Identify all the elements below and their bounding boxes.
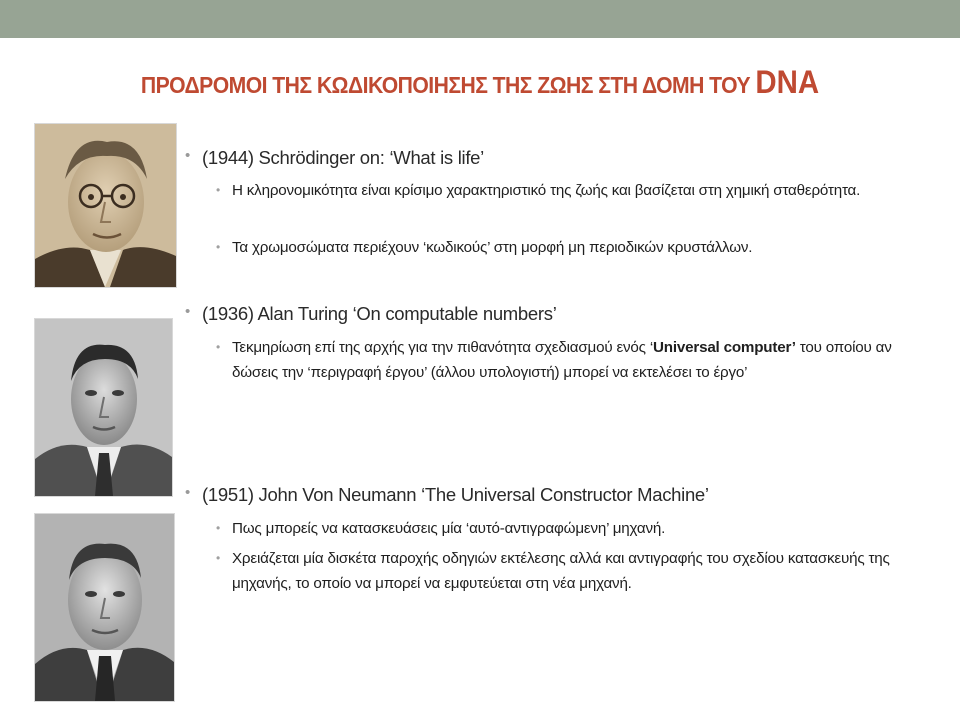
sub-bullet-universal-computer-before: Τεκμηρίωση επί της αρχής για την πιθανότητα σχεδιασμού ενός ‘	[232, 339, 653, 356]
bullet-dot: •	[185, 484, 190, 501]
top-accent-bar	[0, 0, 960, 38]
sub-bullet-self-replicating-text: Πως μπορείς να κατασκευάσεις μία ‘αυτό-αντιγραφώμενη’ μηχανή.	[232, 520, 666, 537]
sub-bullet-heredity	[216, 178, 892, 203]
sub-bullet-heredity-text: Η κληρονομικότητα είναι κρίσιμο χαρακτηριστικό της ζωής και βασίζεται στη χημική σταθερότητα.	[232, 182, 861, 199]
slide-title-text: ΠΡΟΔΡΟΜΟΙ ΤΗΣ ΚΩΔΙΚΟΠΟΙΗΣΗΣ ΤΗΣ ΖΩΗΣ ΣΤΗ ΔΟΜΗ ΤΟΥ	[140, 72, 756, 98]
sub-bullet-dot: •	[216, 340, 221, 354]
schrodinger-portrait	[34, 123, 177, 288]
sub-bullet-dot: •	[216, 551, 221, 565]
sub-bullet-dot: •	[216, 183, 221, 197]
sub-bullet-chromosomes-text: Τα χρωμοσώματα περιέχουν ‘κωδικούς’ στη μορφή μη περιοδικών κρυστάλλων.	[232, 239, 753, 256]
bullet-von-neumann-text: (1951) John Von Neumann ‘The Universal Constructor Machine’	[202, 484, 709, 505]
sub-bullet-self-replicating	[216, 516, 912, 541]
slide-title-dna: DNA	[755, 64, 820, 100]
turing-portrait	[34, 318, 173, 497]
bullet-von-neumann	[185, 484, 709, 506]
sub-bullet-dot: •	[216, 240, 221, 254]
sub-bullet-dot: •	[216, 521, 221, 535]
bullet-dot: •	[185, 147, 190, 164]
von-neumann-portrait	[34, 513, 175, 702]
bullet-turing-text: (1936) Alan Turing ‘On computable numbers’	[202, 303, 557, 324]
slide-title	[38, 64, 921, 101]
sub-bullet-instruction-tape	[216, 546, 912, 596]
bullet-turing	[185, 303, 557, 325]
sub-bullet-instruction-tape-text: Χρειάζεται μία δισκέτα παροχής οδηγιών εκτέλεσης αλλά και αντιγραφής του σχεδίου κατασκευής της μηχανής, το οποίο να μπορεί να εμφυτεύεται στη νέα μηχανή.	[232, 550, 890, 592]
sub-bullet-universal-computer-after: του οποίου αν δώσεις την ‘περιγραφή έργου’ (άλλου υπολογιστή) μπορεί να εκτελέσει το έργο’	[232, 339, 892, 381]
sub-bullet-universal-computer	[216, 335, 922, 385]
bullet-schrodinger	[185, 147, 484, 169]
universal-computer-emphasis: Universal computer’	[653, 339, 796, 356]
bullet-schrodinger-text: (1944) Schrödinger on: ‘What is life’	[202, 147, 484, 168]
bullet-dot: •	[185, 303, 190, 320]
sub-bullet-chromosomes	[216, 235, 912, 260]
